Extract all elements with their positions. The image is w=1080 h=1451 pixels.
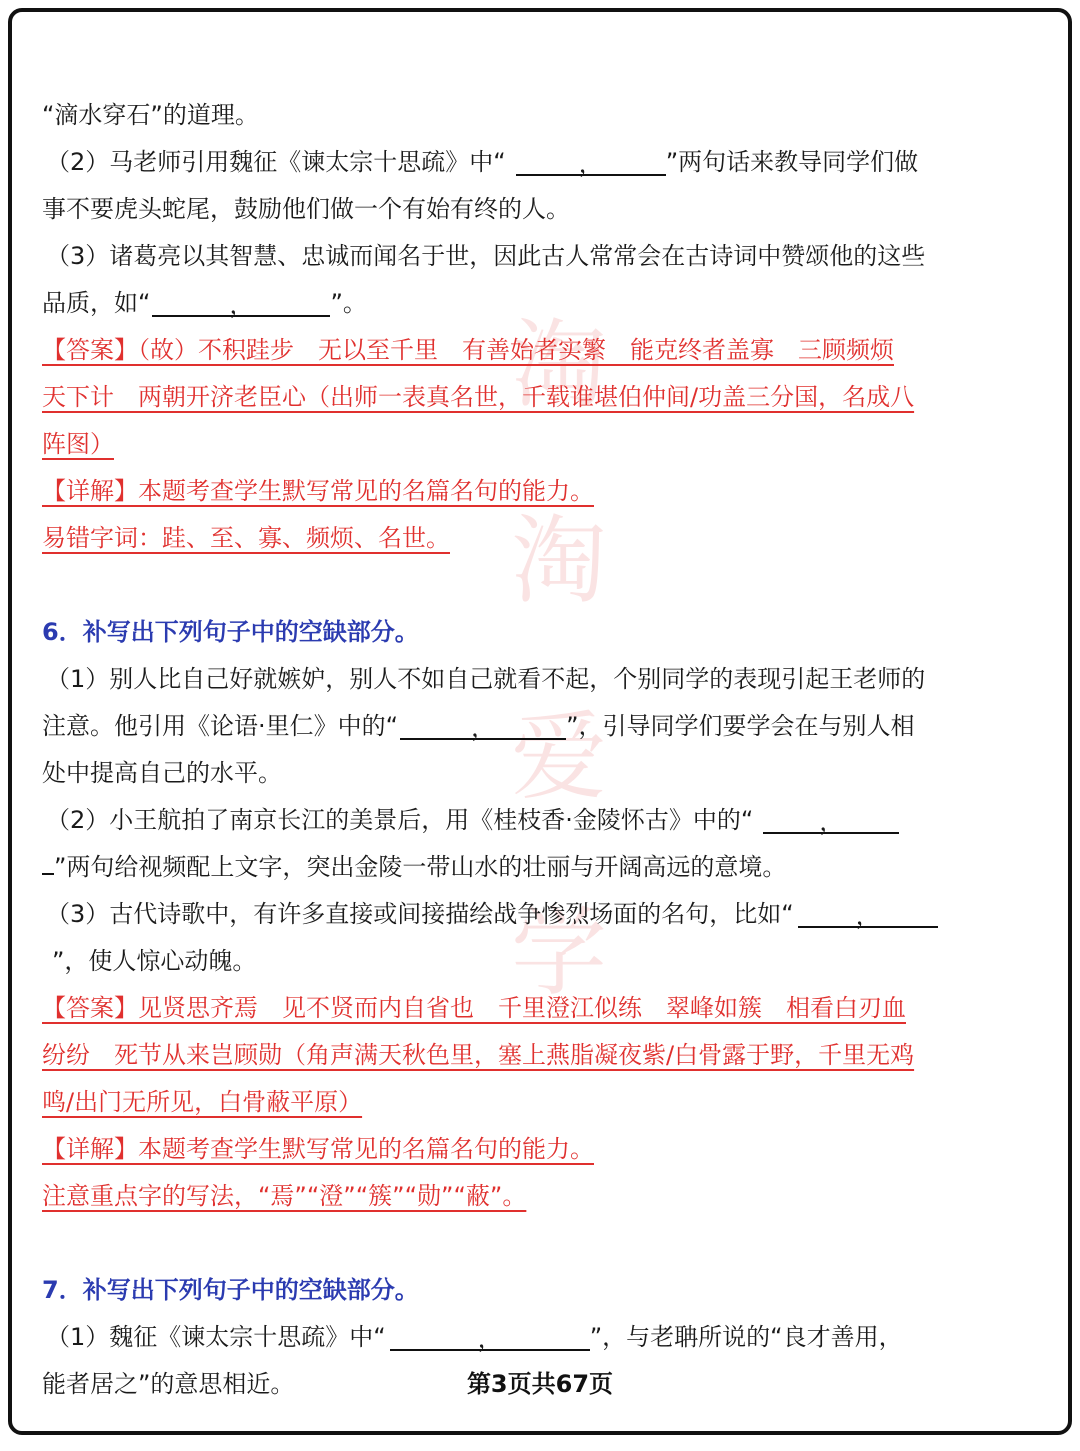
text-line: 处中提高自己的水平。 [42,759,282,787]
blank-comma: ， [229,291,254,319]
question-6-2 [42,797,1014,844]
blank-comma: ， [471,714,496,742]
watermark-char: 淘 [511,309,607,421]
fill-blank [516,150,666,176]
question-6-title: 6．补写出下列句子中的空缺部分。 [42,618,419,646]
question-7-1 [42,1314,1014,1361]
question-6-1 [42,703,1014,750]
text-segment: ”两句话来教导同学们做 [665,148,919,176]
blank-comma: ， [819,808,844,836]
text-line: “滴水穿石”的道理。 [42,101,259,129]
answer-line: 【答案】见贤思齐焉 见不贤而内自省也 千里澄江似练 翠峰如簇 相看白刃血 [42,994,906,1022]
question-6-2-cont [42,844,1014,891]
fill-blank [152,291,330,317]
text-segment: ”。 [330,289,367,317]
explanation-line: 易错字词：跬、至、寡、频烦、名世。 [42,524,450,552]
fill-blank [42,849,54,875]
question-5-2 [42,139,1014,186]
question-7-title: 7．补写出下列句子中的空缺部分。 [42,1276,419,1304]
text-line: ”，使人惊心动魄。 [52,947,257,975]
watermark-char: 学 [511,897,607,1009]
text-segment: 注意。他引用《论语·里仁》中的“ [42,712,399,740]
page-number: 第3页共67页 [466,1370,614,1398]
text-segment: ”，与老聃所说的“良才善用， [589,1323,903,1351]
blank-comma: ， [477,1325,502,1353]
document-content [42,92,1014,1408]
answer-line: 【答案】（故）不积跬步 无以至千里 有善始者实繁 能克终者盖寡 三顾频烦 [42,336,894,364]
question-5-3 [42,280,1014,327]
text-segment: （2）马老师引用魏征《谏太宗十思疏》中“ [46,148,506,176]
fill-blank [400,714,566,740]
text-line: （1）别人比自己好就嫉妒，别人不如自己就看不起，个别同学的表现引起王老师的 [46,665,926,693]
text-segment: （1）魏征《谏太宗十思疏》中“ [46,1323,386,1351]
text-segment: ”，引导同学们要学会在与别人相 [566,712,915,740]
text-line: （3）诸葛亮以其智慧、忠诚而闻名于世，因此古人常常会在古诗词中赞颂他的这些 [46,242,926,270]
answer-line: 鸣/出门无所见，白骨蔽平原） [42,1088,363,1116]
blank-comma: ， [578,150,603,178]
blank-comma: ， [855,902,880,930]
watermark-char: 爱 [511,701,607,813]
fill-blank [798,902,938,928]
document-page [8,8,1072,1435]
answer-line: 天下计 两朝开济老臣心（出师一表真名世，千载谁堪伯仲间/功盖三分国，名成八 [42,383,915,411]
answer-line: 纷纷 死节从来岂顾勋（角声满天秋色里，塞上燕脂凝夜紫/白骨露于野，千里无鸡 [42,1041,915,1069]
text-line: 能者居之”的意思相近。 [42,1370,295,1398]
explanation-line: 【详解】本题考查学生默写常见的名篇名句的能力。 [42,1135,594,1163]
text-segment: ”两句给视频配上文字，突出金陵一带山水的壮丽与开阔高远的意境。 [54,853,787,881]
explanation-line: 注意重点字的写法，“焉”“澄”“簇”“勋”“蔽”。 [42,1182,527,1210]
text-segment: 品质，如“ [42,289,151,317]
text-line: 事不要虎头蛇尾，鼓励他们做一个有始有终的人。 [42,195,570,223]
fill-blank [763,808,899,834]
watermark-char: 淘 [511,505,607,617]
question-6-3 [42,891,1014,938]
text-segment: （2）小王航拍了南京长江的美景后，用《桂枝香·金陵怀古》中的“ [46,806,754,834]
text-segment: （3）古代诗歌中，有许多直接或间接描绘战争惨烈场面的名句，比如“ [46,900,794,928]
fill-blank [390,1325,590,1351]
explanation-line: 【详解】本题考查学生默写常见的名篇名句的能力。 [42,477,594,505]
answer-line: 阵图） [42,430,114,458]
